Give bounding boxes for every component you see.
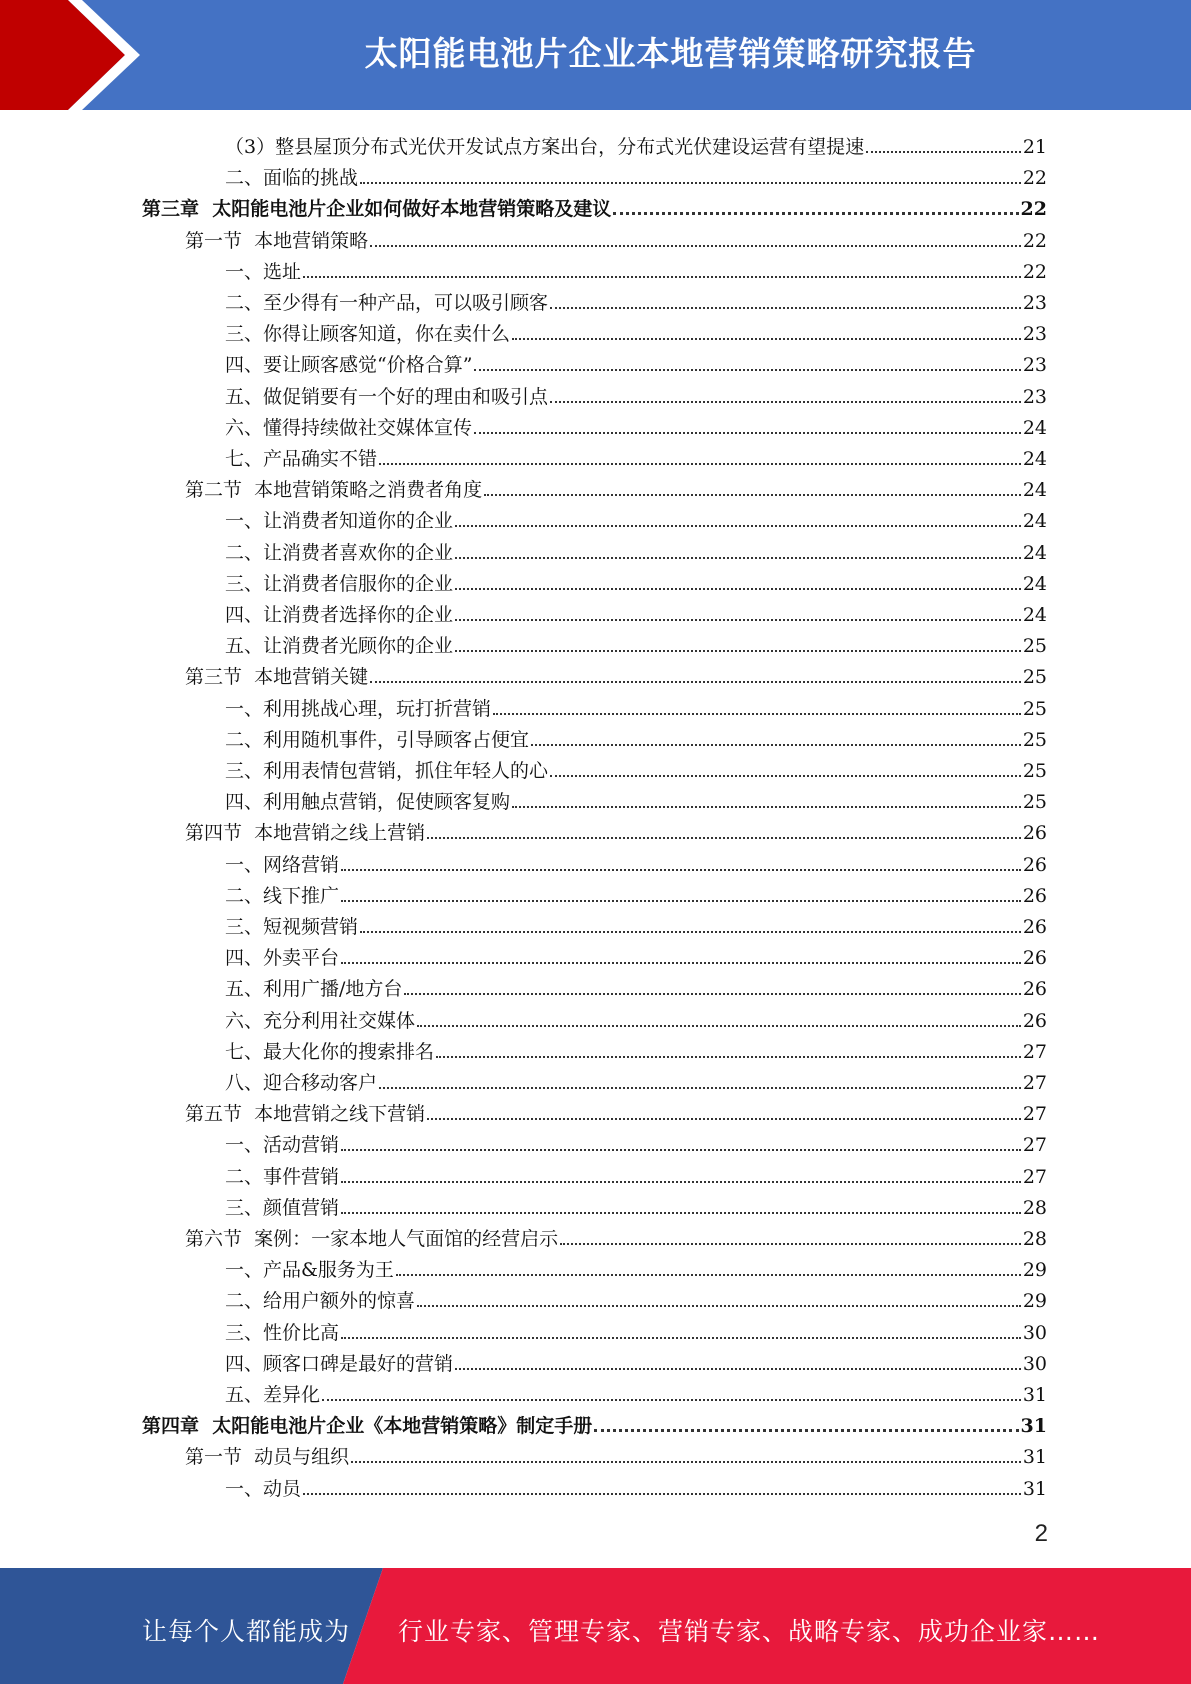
toc-entry-page: 27 — [1022, 1072, 1047, 1094]
toc-entry-page: 26 — [1022, 916, 1047, 938]
toc-entry-page: 24 — [1022, 416, 1047, 439]
footer-slogan-right: 行业专家、管理专家、营销专家、战略专家、成功企业家…… — [398, 1617, 1101, 1646]
toc-entry-label: 四、外卖平台 — [225, 947, 340, 970]
toc-section-entry[interactable] — [185, 1095, 1047, 1126]
toc-entry-page: 21 — [1022, 136, 1047, 158]
toc-item-entry[interactable] — [225, 877, 1047, 908]
toc-dot-leader — [322, 1399, 1021, 1401]
toc-entry-page: 23 — [1022, 385, 1047, 408]
toc-dot-leader — [455, 588, 1021, 590]
toc-dot-leader — [341, 900, 1021, 902]
toc-dot-leader — [594, 1429, 1018, 1432]
toc-entry-label: 二、至少得有一种产品，可以吸引顾客 — [225, 292, 549, 314]
toc-entry-page: 24 — [1022, 479, 1047, 502]
toc-dot-leader — [370, 681, 1021, 683]
toc-entry-label: 六、充分利用社交媒体 — [225, 1009, 416, 1032]
toc-entry-page: 24 — [1022, 604, 1047, 626]
toc-entry-label: 二、事件营销 — [225, 1165, 340, 1188]
page-number: 2 — [1034, 1520, 1048, 1547]
toc-item-entry[interactable] — [225, 721, 1047, 752]
toc-dot-leader — [560, 1243, 1021, 1245]
toc-entry-page: 29 — [1022, 1259, 1047, 1282]
toc-item-entry[interactable] — [225, 440, 1047, 471]
toc-item-entry[interactable] — [225, 752, 1047, 783]
toc-item-entry[interactable] — [225, 596, 1047, 627]
toc-item-entry[interactable] — [225, 1126, 1047, 1157]
toc-entry-page: 22 — [1020, 198, 1047, 221]
toc-entry-label: 第五节 本地营销之线下营销 — [185, 1103, 426, 1126]
toc-entry-page: 24 — [1022, 448, 1047, 470]
toc-item-entry[interactable] — [225, 1470, 1047, 1501]
toc-dot-leader — [455, 557, 1021, 559]
toc-dot-leader — [484, 494, 1021, 496]
toc-dot-leader — [550, 775, 1021, 777]
toc-item-entry[interactable] — [225, 502, 1047, 533]
toc-entry-label: 五、利用广播/地方台 — [225, 978, 403, 1001]
toc-entry-page: 22 — [1022, 167, 1047, 190]
toc-entry-label: 第一节 动员与组织 — [185, 1446, 350, 1469]
toc-entry-label: 第四节 本地营销之线上营销 — [185, 822, 426, 845]
toc-entry-page: 25 — [1022, 760, 1047, 782]
toc-entry-label: 二、给用户额外的惊喜 — [225, 1290, 416, 1313]
toc-entry-label: 一、网络营销 — [225, 853, 340, 876]
toc-dot-leader — [404, 993, 1020, 995]
toc-dot-leader — [379, 463, 1021, 465]
toc-entry-page: 25 — [1022, 728, 1047, 751]
toc-entry-label: 三、你得让顾客知道，你在卖什么 — [225, 323, 511, 346]
toc-entry-label: 三、短视频营销 — [225, 916, 359, 938]
toc-item-entry[interactable] — [225, 1251, 1047, 1282]
toc-entry-label: 一、活动营销 — [225, 1134, 340, 1157]
toc-item-entry[interactable] — [225, 1376, 1047, 1407]
toc-item-entry[interactable] — [225, 128, 1047, 159]
toc-entry-label: 四、利用触点营销，促使顾客复购 — [225, 791, 511, 814]
footer-slogan-left: 让每个人都能成为 — [142, 1617, 351, 1646]
toc-dot-leader — [417, 1305, 1021, 1307]
toc-entry-page: 26 — [1022, 947, 1047, 970]
toc-item-entry[interactable] — [225, 378, 1047, 409]
toc-entry-page: 25 — [1022, 791, 1047, 814]
toc-chapter-entry[interactable] — [142, 1407, 1047, 1438]
toc-item-entry[interactable] — [225, 1033, 1047, 1064]
toc-entry-label: 三、让消费者信服你的企业 — [225, 572, 454, 595]
toc-entry-label: 四、顾客口碑是最好的营销 — [225, 1352, 454, 1375]
toc-dot-leader — [360, 182, 1021, 184]
toc-dot-leader — [396, 1274, 1021, 1276]
toc-entry-label: 七、最大化你的搜索排名 — [225, 1040, 435, 1063]
toc-item-entry[interactable] — [225, 1345, 1047, 1376]
toc-entry-label: 一、利用挑战心理，玩打折营销 — [225, 697, 492, 720]
toc-entry-page: 27 — [1022, 1165, 1047, 1188]
toc-dot-leader — [455, 650, 1021, 652]
toc-dot-leader — [341, 869, 1021, 871]
toc-dot-leader — [474, 369, 1020, 371]
toc-entry-label: 二、面临的挑战 — [225, 167, 359, 190]
toc-dot-leader — [474, 432, 1021, 434]
toc-dot-leader — [613, 212, 1018, 215]
toc-entry-label: 五、差异化 — [225, 1384, 321, 1406]
toc-dot-leader — [341, 1181, 1021, 1183]
toc-entry-page: 26 — [1022, 853, 1047, 876]
toc-dot-leader — [427, 837, 1021, 839]
toc-dot-leader — [512, 806, 1021, 808]
toc-dot-leader — [379, 1087, 1021, 1089]
toc-entry-page: 31 — [1022, 1477, 1047, 1500]
toc-item-entry[interactable] — [225, 315, 1047, 346]
toc-dot-leader — [550, 401, 1021, 403]
toc-dot-leader — [455, 619, 1021, 621]
toc-item-entry[interactable] — [225, 783, 1047, 814]
toc-item-entry[interactable] — [225, 908, 1047, 939]
toc-entry-page: 25 — [1022, 697, 1047, 720]
page-header — [0, 0, 1191, 110]
toc-item-entry[interactable] — [225, 627, 1047, 658]
toc-entry-page: 27 — [1022, 1040, 1047, 1063]
toc-entry-label: 第三节 本地营销关键 — [185, 666, 369, 689]
toc-entry-label: 第三章 太阳能电池片企业如何做好本地营销策略及建议 — [142, 198, 612, 221]
toc-entry-label: 第二节 本地营销策略之消费者角度 — [185, 479, 483, 502]
toc-item-entry[interactable] — [225, 846, 1047, 877]
toc-entry-label: 一、选址 — [225, 260, 302, 283]
toc-dot-leader — [512, 338, 1021, 340]
toc-entry-label: 八、迎合移动客户 — [225, 1072, 378, 1094]
toc-item-entry[interactable] — [225, 1314, 1047, 1345]
toc-entry-page: 27 — [1022, 1134, 1047, 1157]
toc-entry-page: 31 — [1020, 1415, 1047, 1438]
toc-item-entry[interactable] — [225, 690, 1047, 721]
toc-entry-page: 22 — [1022, 229, 1047, 252]
toc-section-entry[interactable] — [185, 222, 1047, 253]
toc-item-entry[interactable] — [225, 1064, 1047, 1095]
toc-entry-page: 28 — [1022, 1228, 1047, 1250]
toc-entry-label: （3）整县屋顶分布式光伏开发试点方案出台，分布式光伏建设运营有望提速 — [225, 136, 865, 158]
toc-item-entry[interactable] — [225, 1002, 1047, 1033]
toc-entry-page: 26 — [1022, 884, 1047, 907]
toc-dot-leader — [370, 245, 1021, 247]
toc-dot-leader — [436, 1056, 1021, 1058]
toc-dot-leader — [360, 931, 1021, 933]
toc-entry-label: 五、做促销要有一个好的理由和吸引点 — [225, 385, 549, 408]
toc-entry-label: 第四章 太阳能电池片企业《本地营销策略》制定手册 — [142, 1415, 593, 1438]
toc-entry-label: 一、动员 — [225, 1477, 302, 1500]
toc-entry-page: 25 — [1022, 635, 1047, 658]
toc-dot-leader — [866, 151, 1021, 153]
toc-entry-label: 第一节 本地营销策略 — [185, 229, 369, 252]
toc-entry-label: 二、利用随机事件，引导顾客占便宜 — [225, 728, 530, 751]
toc-dot-leader — [303, 1493, 1021, 1495]
toc-dot-leader — [455, 525, 1021, 527]
toc-dot-leader — [427, 1118, 1021, 1120]
toc-dot-leader — [550, 307, 1021, 309]
toc-entry-page: 30 — [1022, 1321, 1047, 1344]
toc-entry-page: 26 — [1022, 1009, 1047, 1032]
toc-entry-label: 七、产品确实不错 — [225, 448, 378, 470]
toc-item-entry[interactable] — [225, 159, 1047, 190]
page-footer — [0, 1568, 1191, 1684]
toc-chapter-entry[interactable] — [142, 190, 1047, 221]
toc-entry-page: 23 — [1022, 354, 1047, 377]
toc-dot-leader — [341, 1337, 1021, 1339]
toc-dot-leader — [341, 962, 1021, 964]
toc-entry-page: 22 — [1022, 260, 1047, 283]
toc-entry-page: 26 — [1022, 978, 1047, 1001]
toc-entry-label: 第六节 案例：一家本地人气面馆的经营启示 — [185, 1228, 559, 1250]
toc-dot-leader — [493, 713, 1021, 715]
toc-entry-label: 四、让消费者选择你的企业 — [225, 604, 454, 626]
toc-section-entry[interactable] — [185, 814, 1047, 845]
toc-item-entry[interactable] — [225, 253, 1047, 284]
toc-entry-page: 24 — [1022, 541, 1047, 564]
toc-entry-page: 24 — [1022, 572, 1047, 595]
report-title: 太阳能电池片企业本地营销策略研究报告 — [364, 34, 977, 73]
toc-item-entry[interactable] — [225, 284, 1047, 315]
toc-entry-label: 六、懂得持续做社交媒体宣传 — [225, 416, 473, 439]
toc-item-entry[interactable] — [225, 409, 1047, 440]
toc-item-entry[interactable] — [225, 346, 1047, 377]
toc-dot-leader — [303, 276, 1021, 278]
toc-entry-label: 三、性价比高 — [225, 1321, 340, 1344]
toc-entry-page: 31 — [1022, 1384, 1047, 1406]
toc-entry-label: 二、线下推广 — [225, 884, 340, 907]
toc-item-entry[interactable] — [225, 970, 1047, 1001]
toc-entry-label: 二、让消费者喜欢你的企业 — [225, 541, 454, 564]
toc-item-entry[interactable] — [225, 1158, 1047, 1189]
toc-section-entry[interactable] — [185, 471, 1047, 502]
toc-entry-page: 29 — [1022, 1290, 1047, 1313]
toc-entry-label: 一、让消费者知道你的企业 — [225, 510, 454, 533]
toc-entry-page: 25 — [1022, 666, 1047, 689]
toc-section-entry[interactable] — [185, 658, 1047, 689]
toc-dot-leader — [351, 1461, 1021, 1463]
toc-entry-label: 四、要让顾客感觉“价格合算” — [225, 354, 473, 377]
toc-entry-page: 23 — [1022, 292, 1047, 314]
toc-entry-page: 28 — [1022, 1196, 1047, 1219]
toc-entry-label: 三、颜值营销 — [225, 1196, 340, 1219]
toc-dot-leader — [417, 1025, 1021, 1027]
toc-item-entry[interactable] — [225, 939, 1047, 970]
toc-item-entry[interactable] — [225, 534, 1047, 565]
toc-item-entry[interactable] — [225, 1189, 1047, 1220]
toc-item-entry[interactable] — [225, 565, 1047, 596]
toc-entry-page: 23 — [1022, 323, 1047, 346]
toc-entry-page: 31 — [1022, 1446, 1047, 1469]
toc-entry-page: 26 — [1022, 822, 1047, 845]
toc-section-entry[interactable] — [185, 1438, 1047, 1469]
toc-entry-label: 一、产品&服务为王 — [225, 1259, 394, 1282]
toc-entry-label: 五、让消费者光顾你的企业 — [225, 635, 454, 658]
toc-entry-label: 三、利用表情包营销，抓住年轻人的心 — [225, 760, 549, 782]
toc-dot-leader — [531, 744, 1021, 746]
toc-dot-leader — [341, 1212, 1021, 1214]
toc-dot-leader — [341, 1149, 1021, 1151]
toc-entry-page: 27 — [1022, 1103, 1047, 1126]
toc-item-entry[interactable] — [225, 1282, 1047, 1313]
toc-entry-page: 24 — [1022, 510, 1047, 533]
toc-section-entry[interactable] — [185, 1220, 1047, 1251]
toc-entry-page: 30 — [1022, 1352, 1047, 1375]
toc-dot-leader — [455, 1368, 1021, 1370]
